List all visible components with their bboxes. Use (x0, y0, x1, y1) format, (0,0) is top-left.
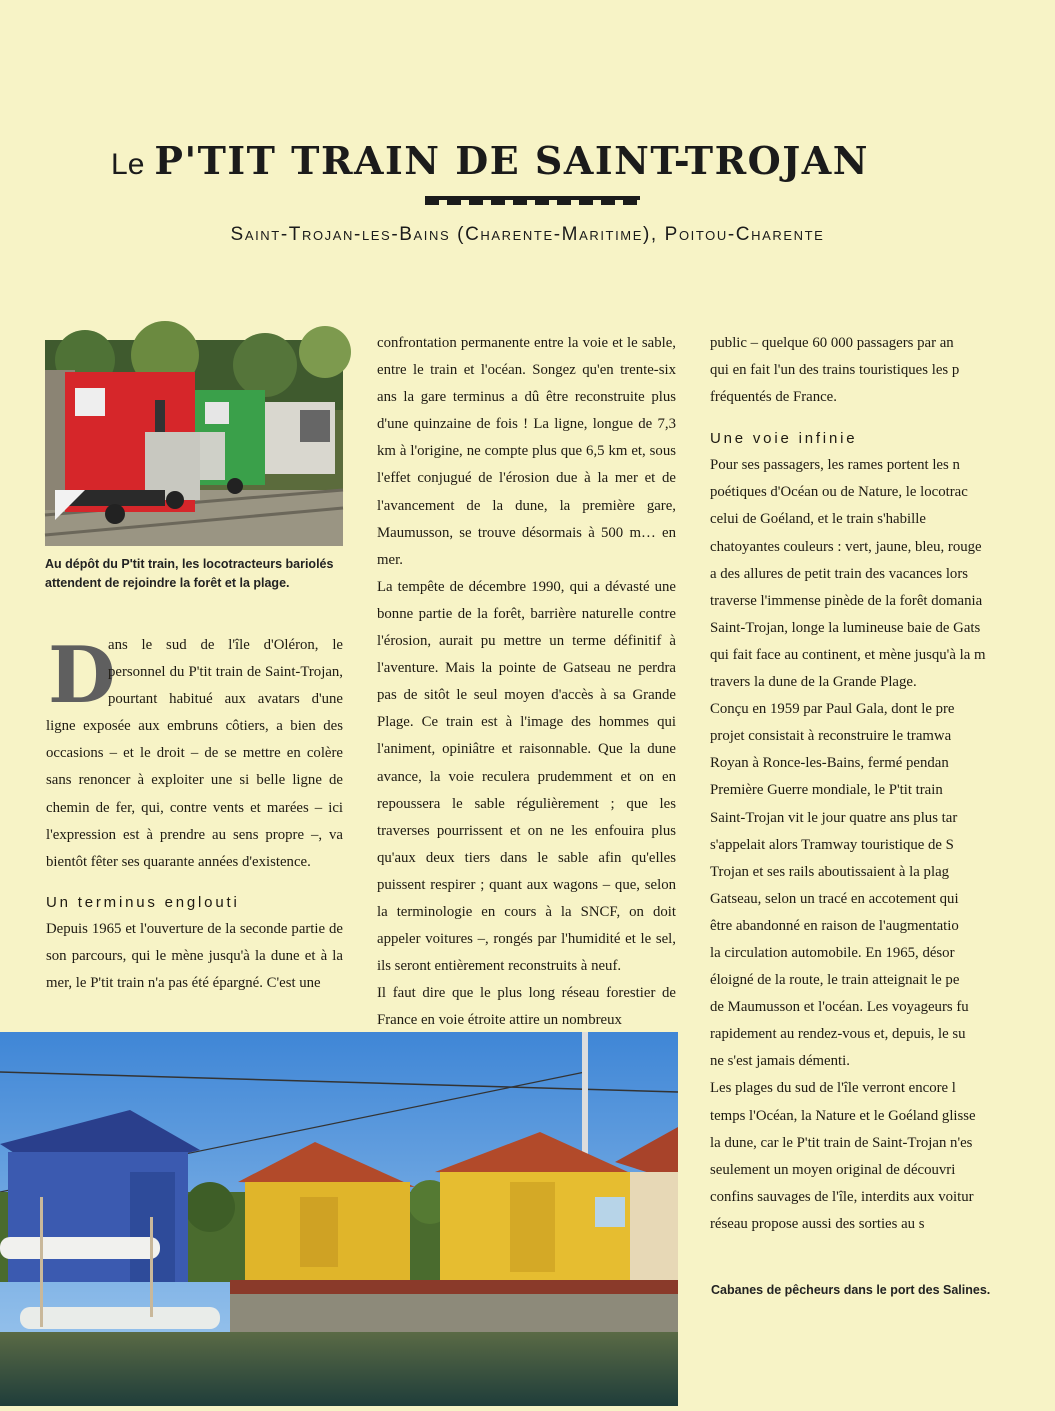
train-photo-caption: Au dépôt du P'tit train, les locotracteurs bariolés attendent de rejoindre la forêt et la plage. (45, 557, 334, 590)
text-line: de Maumusson et l'océan. Les voyageurs fu (710, 999, 969, 1016)
text-line: celui de Goéland, et le train s'habille (710, 511, 926, 528)
section-heading-terminus: Un terminus englouti (46, 893, 240, 911)
text-line: Gatseau, selon un tracé en accotement qui (710, 890, 959, 907)
rail-divider (425, 196, 640, 206)
paragraph-terminus: Depuis 1965 et l'ouverture de la seconde partie de son parcours, qui le mène jusqu'à la dune et à la mer, le P'tit train n'a pas été épargné. C'est une (46, 920, 343, 992)
text-line: poétiques d'Océan ou de Nature, le locotrac (710, 484, 968, 501)
text-line: Royan à Ronce-les-Bains, fermé pendan (710, 755, 949, 772)
svg-text:D: D (48, 630, 116, 721)
text-line: a des allures de petit train des vacances lors (710, 565, 969, 582)
section-heading-voie: Une voie infinie (710, 430, 858, 448)
text-line: Les plages du sud de l'île verront encore l (710, 1080, 956, 1097)
text-line: Saint-Trojan vit le jour quatre ans plus tar (710, 809, 958, 826)
text-line: réseau propose aussi des sorties au s (710, 1215, 925, 1232)
text-line: Première Guerre mondiale, le P'tit train (710, 782, 943, 799)
text-line: ne s'est jamais démenti. (710, 1053, 850, 1070)
text-line: temps l'Océan, la Nature et le Goéland glisse (710, 1107, 976, 1124)
text-line: qui en fait l'un des trains touristiques les p (710, 362, 960, 379)
text-line: projet consistait à reconstruire le tramwa (710, 728, 952, 745)
text-line: seulement un moyen original de découvri (710, 1161, 956, 1178)
fishermen-huts-photo (0, 1032, 678, 1406)
text-line: être abandonné en raison de l'augmentatio (710, 917, 959, 934)
text-line: éloigné de la route, le train atteignait le pe (710, 972, 960, 989)
text-line: fréquentés de France. (710, 389, 837, 406)
text-line: Conçu en 1959 par Paul Gala, dont le pre (710, 701, 955, 718)
title-prefix: Le (111, 148, 145, 181)
text-line: Saint-Trojan, longe la lumineuse baie de Gats (710, 619, 981, 636)
text-line: s'appelait alors Tramway touristique de S (710, 836, 954, 853)
text-line: confins sauvages de l'île, interdits aux voitur (710, 1188, 974, 1205)
text-line: qui fait face au continent, et mène jusqu'à la m (710, 646, 986, 663)
drop-cap (46, 630, 116, 721)
text-line: travers la dune de la Grande Plage. (710, 674, 917, 691)
text-line: la circulation automobile. En 1965, désor (710, 944, 955, 961)
text-line: traverse l'immense pinède de la forêt domania (710, 592, 983, 609)
title-main: P'TIT TRAIN DE SAINT-TROJAN (154, 138, 869, 183)
train-depot-photo (45, 340, 343, 546)
text-line: Pour ses passagers, les rames portent les n (710, 457, 960, 474)
intro-paragraph: D ans le sud de l'île d'Oléron, le personnel du P'tit train de Saint-Trojan, pourtant habitué aux avatars d'une ligne exposée aux embruns côtiers, a bien des occasions – et le droit – de se mettre en colère sans renoncer à exploiter une si belle ligne de chemin de fer, qui, contre vents et marées – ici l'expression est à prendre au sens propre –, va bientôt fêter ses quarante années d'existence. (46, 630, 343, 870)
paragraph-reseau: Il faut dire que le plus long réseau forestier de France en voie étroite attire un nombreux (377, 985, 676, 1029)
text-line: public – quelque 60 000 passagers par an (710, 335, 954, 351)
column-2 (377, 330, 676, 1034)
text-line: la dune, car le P'tit train de Saint-Trojan n'es (710, 1134, 973, 1151)
column-3 (710, 330, 986, 1250)
huts-photo-caption: Cabanes de pêcheurs dans le port des Salines. (711, 1283, 991, 1297)
paragraph-tempete: La tempête de décembre 1990, qui a dévasté une bonne partie de la forêt, barrière naturelle contre l'érosion, aurait pu mettre un terme définitif à l'aventure. Mais la pointe de Gatseau ne perdra pas de sitôt le seul moyen d'accès à sa Grande Plage. Ce train est à l'image des hommes qui l'animent, opiniâtre et raisonnable. Que la dune avance, la voie reculera prudemment et on en repoussera le sable régulièrement ; que les traverses pourrissent et on ne les enfouira plus qu'aux deux tiers dans le sable afin qu'elles puissent respirer ; quant aux wagons – que, selon la terminologie en cours à la SNCF, on doit appeler voitures –, rongés par l'humidité et le sel, ils seront entièrement reconstruits à neuf. (377, 578, 676, 975)
text-line: rapidement au rendez-vous et, depuis, le su (710, 1026, 966, 1043)
paragraph-confrontation: confrontation permanente entre la voie et le sable, entre le train et l'océan. Songez qu'en trente-six ans la gare terminus a dû être reconstruite plus d'une quinzaine de fois ! La ligne, longue de 7,3 km à l'origine, ne compte plus que 6,5 km et, sous l'effet conjugué de l'érosion due à la mer et de l'avancement de la dune, la première gare, Maumusson, se trouve désormais à 500 m… en mer. (377, 335, 676, 568)
article-subtitle: Saint-Trojan-les-Bains (Charente-Maritime), Poitou-Charente (230, 224, 825, 245)
column-1 (46, 632, 343, 997)
text-line: chatoyantes couleurs : vert, jaune, bleu, rouge (710, 538, 982, 555)
text-line: Trojan et ses rails aboutissaient à la plag (710, 863, 950, 880)
article-title (0, 138, 980, 183)
